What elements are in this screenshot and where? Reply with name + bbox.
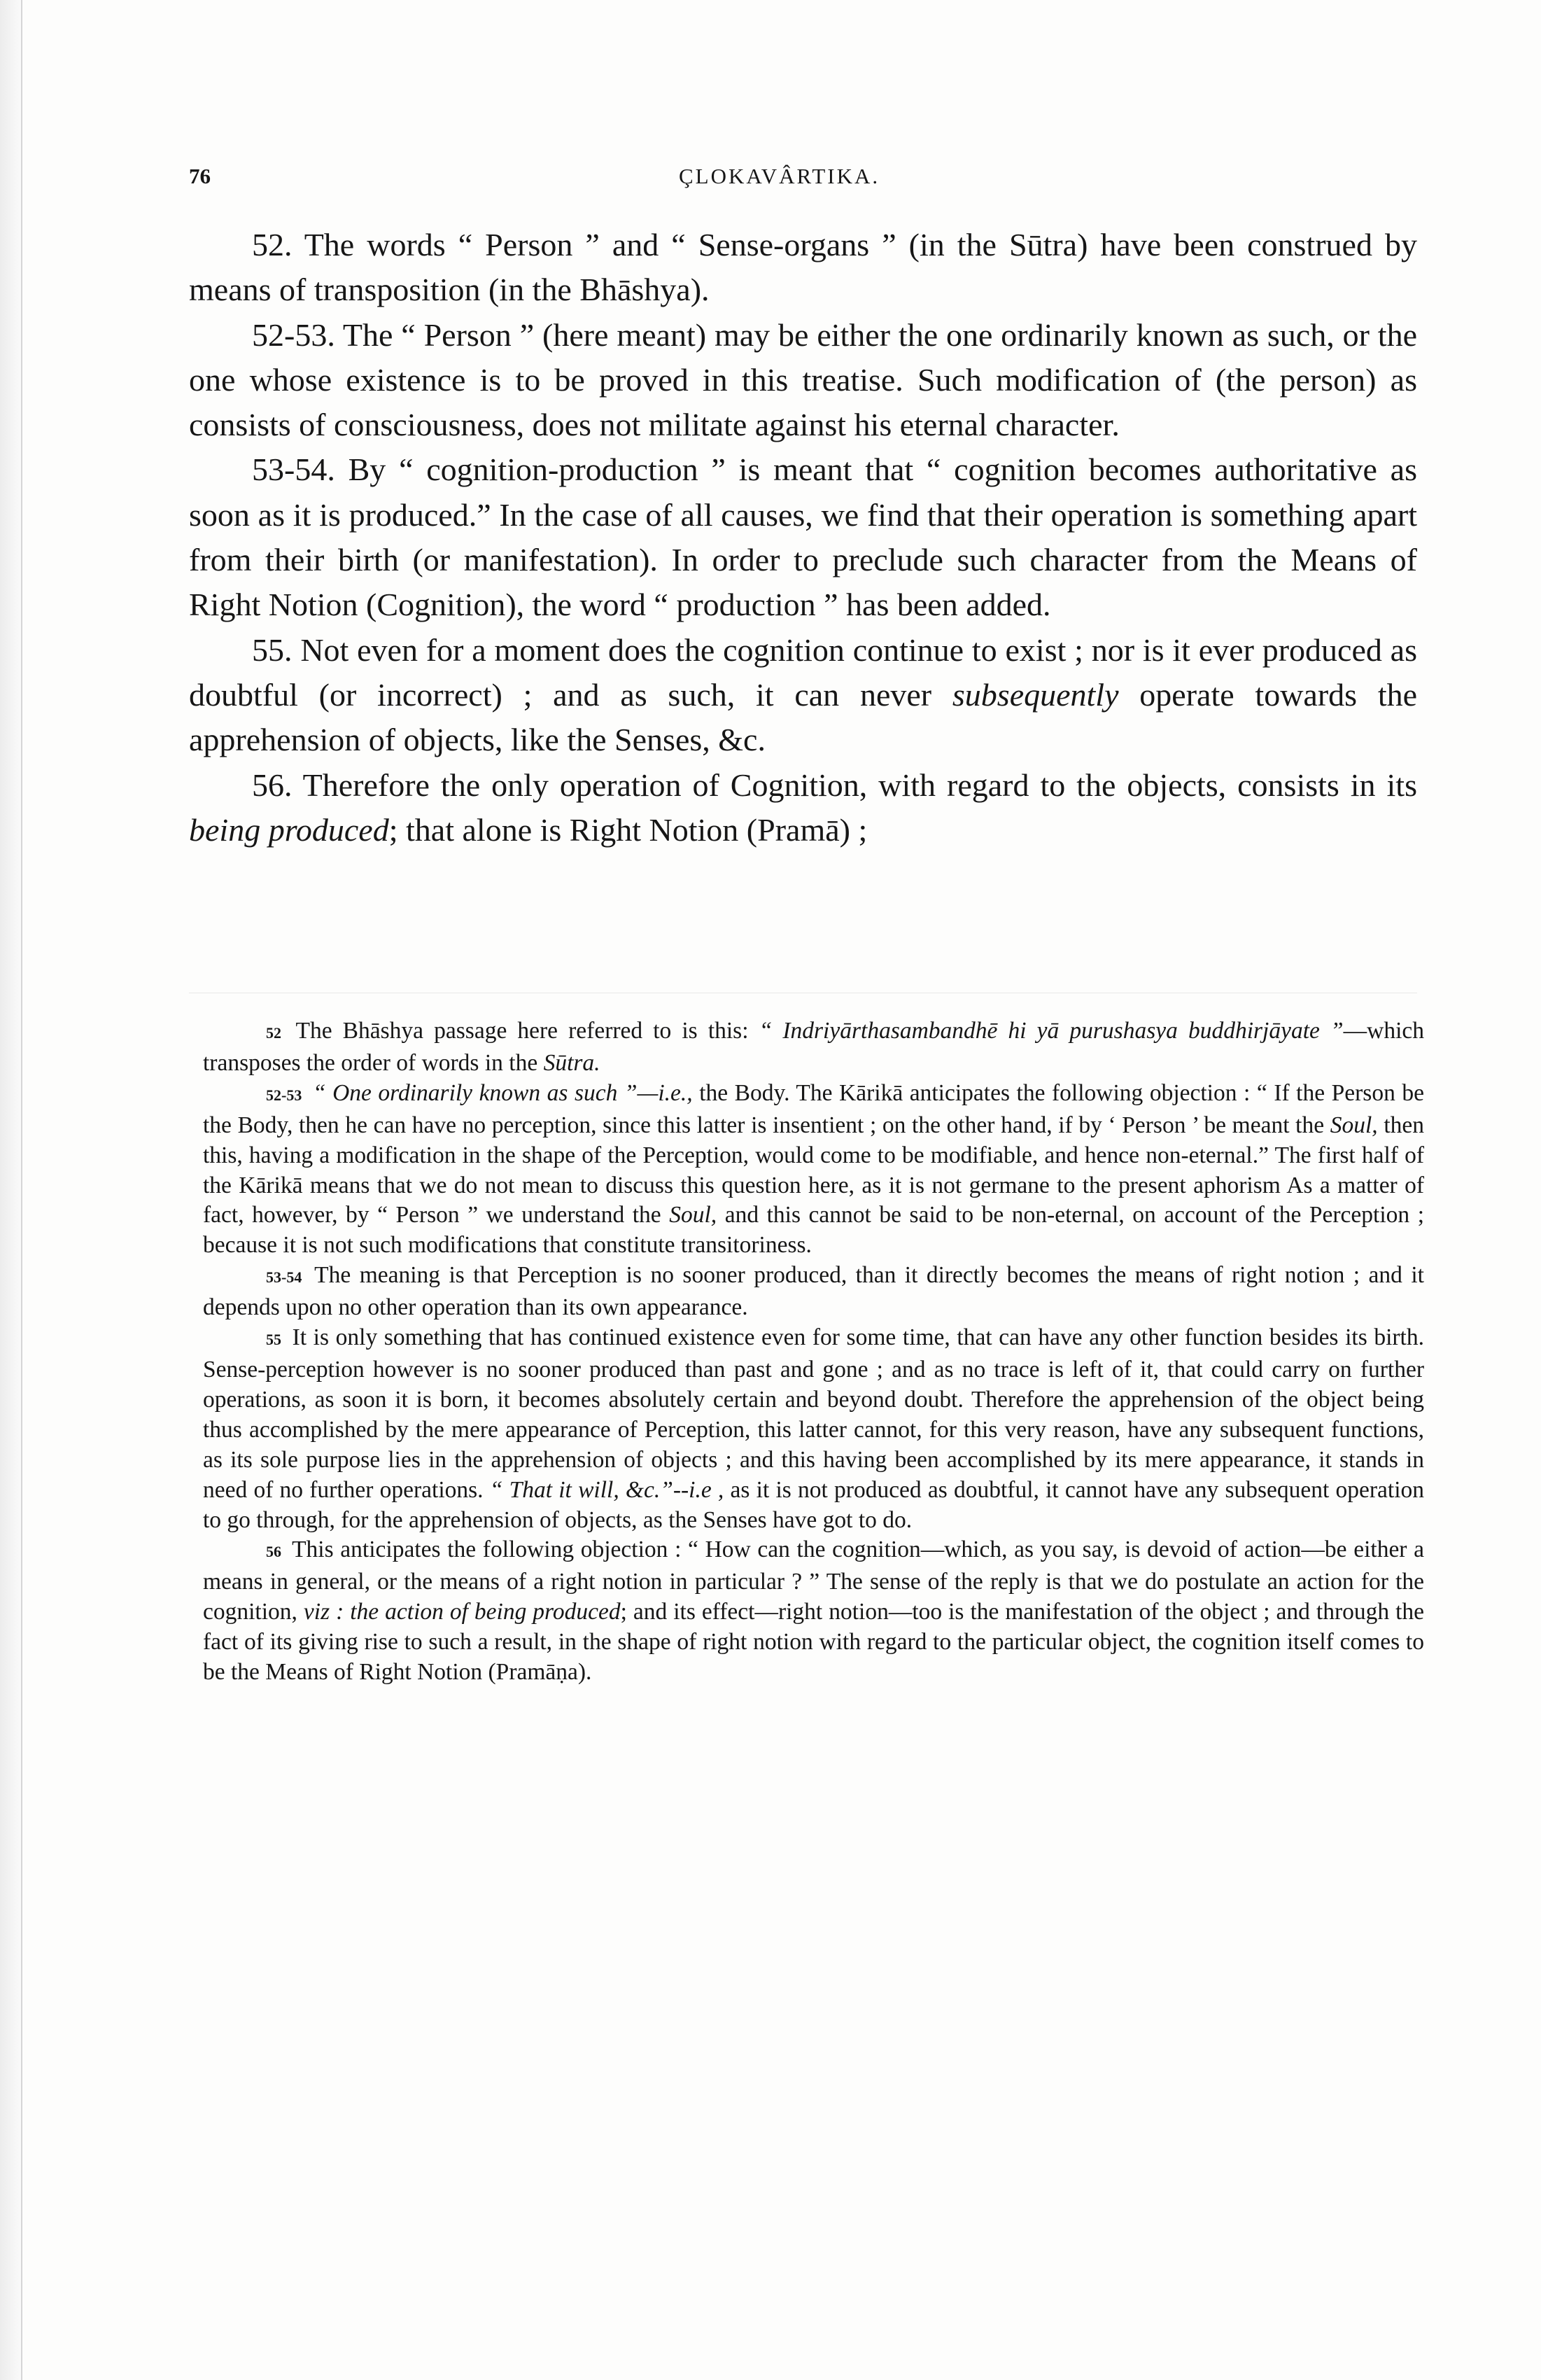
footnote-52-53: [203, 1079, 1424, 1261]
footnotes: [203, 1016, 1424, 1688]
verse-text: By “ cognition-production ” is meant that “ cognition becomes authoritative as soon as it is produced.” In the case of all causes, we find that their operation is something apart from their birth (or manifestation). In order to preclude such character from the Means of Right Notion (Cognition), the word “ production ” has been added.: [189, 451, 1417, 623]
footnote-52: [203, 1016, 1424, 1079]
footnote-text: The Bhāshya passage here referred to is this:: [295, 1018, 749, 1044]
page-header: [189, 155, 1421, 197]
footnote-number: 55: [266, 1331, 281, 1349]
verse-text: operate towards the apprehension of objects, like the Senses, &c.: [189, 676, 1418, 758]
footnote-55: [203, 1323, 1424, 1535]
verse-53-54: [189, 447, 1417, 627]
verse-number: 53-54.: [252, 451, 335, 488]
footnote-text: as it is not produced as doubtful, it cannot have any subsequent operation to go through, for the apprehension of objects, as the Senses have got to do.: [203, 1476, 1425, 1533]
verse-52-53: [189, 313, 1417, 448]
verse-number: 52-53.: [252, 316, 335, 353]
verse-text: ; that alone is Right Notion (Pramā) ;: [388, 811, 868, 848]
footnote-quote: “ That it will, &c.”--i.e ,: [489, 1476, 724, 1503]
footnote-text: and this cannot be said to be non-eternal, on account of the Perception ; because it is not such modifications that constitute transitoriness.: [203, 1202, 1425, 1259]
footnote-emphasis: Soul,: [669, 1202, 717, 1228]
running-title: ÇLOKAVÂRTIKA.: [679, 164, 880, 188]
main-text: [189, 223, 1417, 853]
footnote-text: This anticipates the following objection : “ How can the cognition—which, as you say, is devoid of action—be either a means in general, or the means of a right notion in particular ? ” The sense of the reply is that we do postulate an action for the cognition,: [203, 1536, 1425, 1625]
page-number: 76: [189, 164, 211, 188]
footnote-56: [203, 1535, 1424, 1688]
verse-text: Not even for a moment does the cognition continue to exist ; nor is it ever produced as doubtful (or incorrect) ; and as such, it can never: [189, 631, 1418, 713]
verse-text: The “ Person ” (here meant) may be either the one ordinarily known as such, or the one whose existence is to be proved in this treatise. Such modification of (the person) as consists of consciousness, does not militate against his eternal character.: [189, 316, 1417, 443]
verse-56: [189, 763, 1417, 853]
verse-emphasis: being produced: [189, 811, 389, 848]
verse-number: 55.: [252, 631, 293, 668]
footnote-text: —which transposes the order of words in the: [203, 1018, 1424, 1076]
footnote-text: the Body. The Kārikā anticipates the following objection : “ If the Person be the Body, then he can have no perception, since this latter is insentient ; on the other hand, if by ‘ Person ’ be meant the: [203, 1079, 1425, 1138]
footnote-emphasis: Sūtra.: [543, 1049, 600, 1076]
footnote-text: It is only something that has continued existence even for some time, that can have any other function besides its birth. Sense-perception however is no sooner produced than past and gone ; and as no trace is left of it, that could carry on further operations, as soon it is born, it becomes absolutely certain and beyond doubt. Therefore the apprehension of the object being thus accomplished by the mere appearance of Perception, this latter cannot, for this very reason, have any subsequent functions, as its sole purpose lies in the apprehension of objects ; and this having been accomplished by its mere appearance, it stands in need of no further operations.: [203, 1324, 1424, 1503]
footnote-number: 53-54: [266, 1268, 302, 1287]
footnote-number: 52: [266, 1024, 281, 1042]
verse-55: [189, 628, 1417, 763]
verse-text: The words “ Person ” and “ Sense-organs ” (in the Sūtra) have been construed by means of transposition (in the Bhāshya).: [189, 227, 1418, 308]
footnote-text: then this, having a modification in the shape of the Perception, would come to be modifiable, and hence non-eternal.” The first half of the Kārikā means that we do not mean to discuss this question here, as it is not germane to the present aphorism As a matter of fact, however, by “ Person ” we understand the: [203, 1112, 1424, 1228]
verse-52: [189, 223, 1417, 313]
footnote-number: 56: [266, 1543, 281, 1561]
verse-number: 52.: [252, 227, 293, 262]
verse-text: Therefore the only operation of Cognition, with regard to the objects, consists in its: [302, 766, 1417, 803]
footnote-number: 52-53: [266, 1086, 302, 1104]
footnote-text: ; and its effect—right notion—too is the manifestation of the object ; and through the fact of its giving rise to such a result, in the shape of right notion with regard to the particular object, the cognition itself comes to be the Means of Right Notion (Pramāṇa).: [203, 1599, 1425, 1686]
footnote-text: The meaning is that Perception is no sooner produced, than it directly becomes the means of right notion ; and it depends upon no other operation than its own appearance.: [203, 1262, 1424, 1321]
footnote-quote: “ One ordinarily known as such ”—i.e.,: [312, 1079, 693, 1106]
verse-emphasis: subsequently: [952, 676, 1119, 713]
footnote-emphasis: Soul,: [1330, 1112, 1378, 1138]
footnote-quote: the action of being produced: [350, 1599, 621, 1625]
footnote-emphasis: viz :: [303, 1599, 344, 1625]
footnote-53-54: [203, 1261, 1424, 1323]
verse-number: 56.: [252, 766, 293, 803]
scan-edge: [0, 0, 22, 2380]
footnote-quote: “ Indriyārthasambandhē hi yā purushasya buddhirjāyate ”: [759, 1018, 1344, 1044]
